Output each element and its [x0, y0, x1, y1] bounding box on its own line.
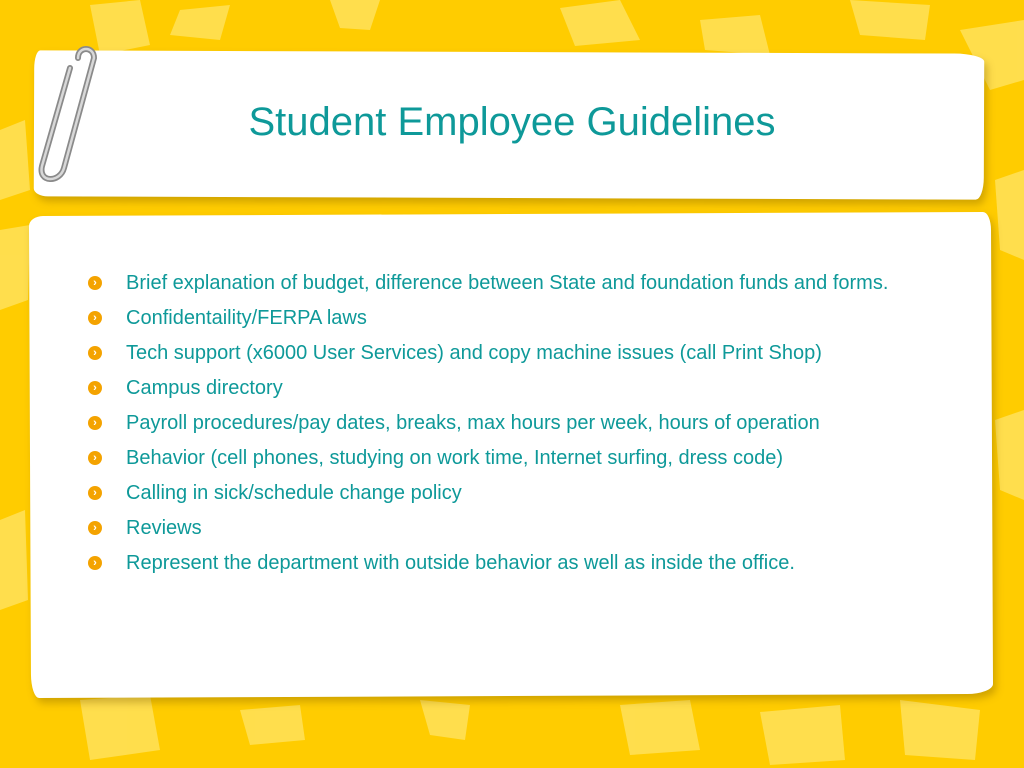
arrow-circle-icon: ›	[88, 416, 102, 430]
bullet-item-budget	[88, 270, 943, 296]
bullet-text: Reviews	[126, 517, 202, 539]
bullet-item-behavior	[88, 445, 943, 471]
bullet-item-campus-directory	[88, 375, 943, 401]
bullet-item-payroll	[88, 410, 943, 436]
bullet-item-calling-in-sick	[88, 480, 943, 506]
arrow-circle-icon: ›	[88, 486, 102, 500]
arrow-circle-icon: ›	[88, 556, 102, 570]
bullet-text: Campus directory	[126, 377, 283, 399]
bullet-item-tech-support	[88, 340, 943, 366]
arrow-circle-icon: ›	[88, 346, 102, 360]
arrow-circle-icon: ›	[88, 276, 102, 290]
bullet-item-ferpa	[88, 305, 943, 331]
bullet-list	[88, 270, 943, 585]
arrow-circle-icon: ›	[88, 381, 102, 395]
bullet-text: Represent the department with outside behavior as well as inside the office.	[126, 552, 795, 574]
arrow-circle-icon: ›	[88, 451, 102, 465]
bullet-text: Confidentaility/FERPA laws	[126, 307, 367, 329]
arrow-circle-icon: ›	[88, 521, 102, 535]
bullet-item-reviews	[88, 515, 943, 541]
bullet-text: Payroll procedures/pay dates, breaks, max hours per week, hours of operation	[126, 412, 820, 434]
bullet-text: Calling in sick/schedule change policy	[126, 482, 462, 504]
bullet-text: Brief explanation of budget, difference between State and foundation funds and forms.	[126, 272, 889, 294]
bullet-text: Tech support (x6000 User Services) and copy machine issues (call Print Shop)	[126, 342, 822, 364]
bullet-item-represent	[88, 550, 943, 576]
arrow-circle-icon: ›	[88, 311, 102, 325]
bullet-text: Behavior (cell phones, studying on work time, Internet surfing, dress code)	[126, 447, 783, 469]
slide-title: Student Employee Guidelines	[248, 100, 776, 144]
